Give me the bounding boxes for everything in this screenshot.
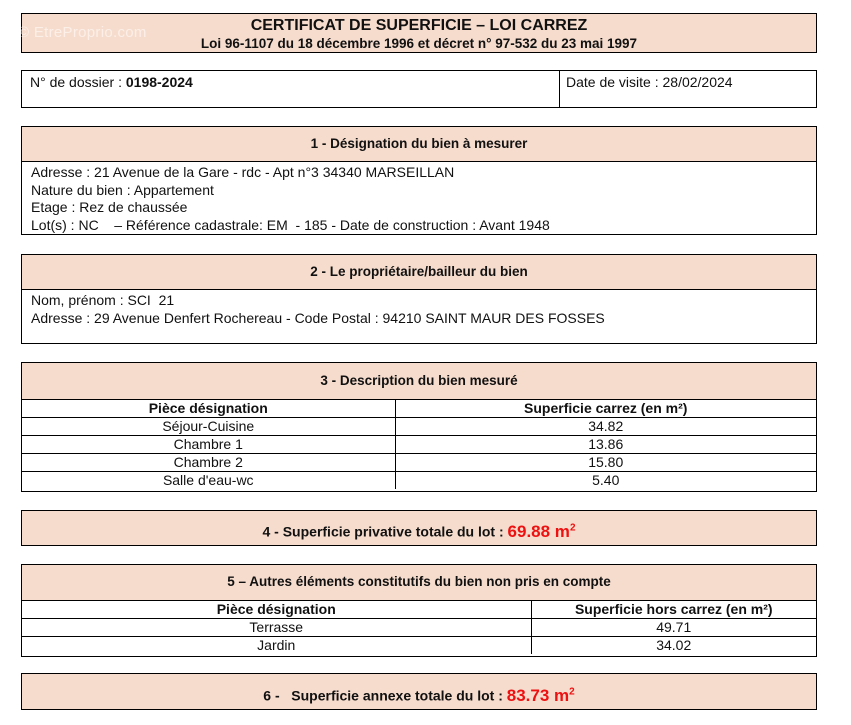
non-carrez-area-table xyxy=(22,600,816,654)
visit-date: 28/02/2024 xyxy=(662,74,733,90)
private-area-total xyxy=(21,510,817,546)
owner-name: Nom, prénom : SCI 21 xyxy=(31,292,175,308)
private-area-total-value xyxy=(508,522,576,541)
room-area: 5.40 xyxy=(395,472,816,490)
section-owner xyxy=(21,254,817,344)
room-name: Chambre 1 xyxy=(22,436,395,454)
table-header-row xyxy=(22,601,816,619)
room-name: Salle d'eau-wc xyxy=(22,472,395,490)
table-header-row xyxy=(22,400,816,418)
owner-address: Adresse : 29 Avenue Denfert Rochereau - Code Postal : 94210 SAINT MAUR DES FOSSES xyxy=(31,309,605,326)
room-name: Terrasse xyxy=(22,619,531,637)
dossier-number: 0198-2024 xyxy=(125,74,193,90)
table-row xyxy=(22,637,816,655)
column-header-non-carrez-area: Superficie hors carrez (en m²) xyxy=(574,601,773,617)
room-name: Jardin xyxy=(22,637,531,655)
property-address: Adresse : 21 Avenue de la Gare - rdc - Apt n°3 34340 MARSEILLAN xyxy=(31,164,455,180)
visit-date-label: Date de visite : xyxy=(566,74,663,90)
private-area-total-number: 69.88 m xyxy=(507,521,570,541)
unit-superscript: 2 xyxy=(569,686,575,697)
column-header-carrez-area: Superficie carrez (en m²) xyxy=(524,400,688,416)
certificate-legal-reference: Loi 96-1107 du 18 décembre 1996 et décret n° 97-532 du 23 mai 1997 xyxy=(200,36,638,51)
section-property-designation xyxy=(21,126,817,235)
room-area: 34.02 xyxy=(531,637,816,655)
certificate-title: CERTIFICAT DE SUPERFICIE – LOI CARREZ xyxy=(250,17,588,34)
table-row xyxy=(22,454,816,472)
column-header-room: Pièce désignation xyxy=(22,400,395,418)
section-other-elements xyxy=(21,564,817,657)
section-2-details xyxy=(22,290,816,329)
annex-area-total-label: 6 - Superficie annexe totale du lot : xyxy=(263,687,507,704)
section-1-details xyxy=(22,162,816,236)
carrez-area-table xyxy=(22,399,816,489)
annex-area-total-number: 83.73 m xyxy=(506,685,570,705)
visit-date-cell xyxy=(560,71,816,107)
unit-superscript: 2 xyxy=(569,522,576,533)
dossier-number-label: N° de dossier : xyxy=(30,74,126,90)
room-name: Séjour-Cuisine xyxy=(22,418,395,436)
dossier-number-cell xyxy=(22,71,560,107)
table-row xyxy=(22,472,816,490)
property-lot-cadastre: Lot(s) : NC – Référence cadastrale: EM - 185 - Date de construction : Avant 1948 xyxy=(31,216,550,233)
section-3-title: 3 - Description du bien mesuré xyxy=(22,363,816,399)
room-name: Chambre 2 xyxy=(22,454,395,472)
table-row xyxy=(22,418,816,436)
section-measured-description xyxy=(21,362,817,492)
section-2-title: 2 - Le propriétaire/bailleur du bien xyxy=(22,255,816,290)
annex-area-total xyxy=(21,673,817,710)
watermark: © EtreProprio.com xyxy=(18,24,147,41)
room-area: 13.86 xyxy=(395,436,816,454)
column-header-room: Pièce désignation xyxy=(22,601,531,619)
table-row xyxy=(22,619,816,637)
room-area: 49.71 xyxy=(531,619,816,637)
section-5-title: 5 – Autres éléments constitutifs du bien non pris en compte xyxy=(22,565,816,600)
room-area: 34.82 xyxy=(395,418,816,436)
property-type: Nature du bien : Appartement xyxy=(31,181,214,198)
dossier-info xyxy=(21,70,817,108)
table-row xyxy=(22,436,816,454)
annex-area-total-value xyxy=(507,686,575,705)
section-1-title: 1 - Désignation du bien à mesurer xyxy=(22,127,816,162)
room-area: 15.80 xyxy=(395,454,816,472)
private-area-total-label: 4 - Superficie privative totale du lot : xyxy=(262,523,508,540)
property-floor: Etage : Rez de chaussée xyxy=(31,199,188,215)
